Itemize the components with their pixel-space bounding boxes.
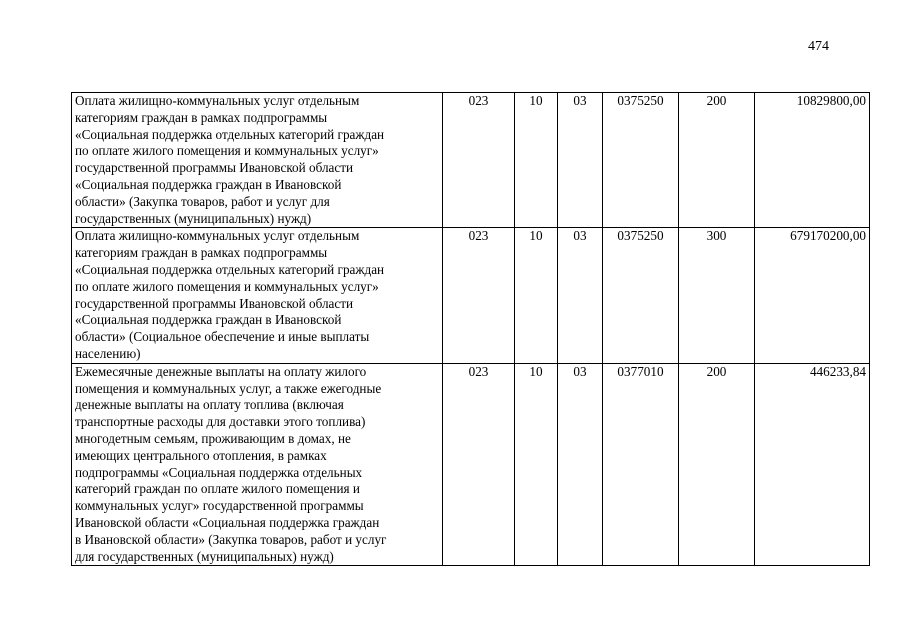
amount-cell: 10829800,00 (755, 93, 870, 228)
expense-name-line: для государственных (муниципальных) нужд) (75, 548, 334, 564)
expense-name-line: подпрограммы «Социальная поддержка отдельных (75, 464, 363, 480)
subsection-code-cell: 03 (558, 363, 603, 566)
expense-name-line: области» (Социальное обеспечение и иные выплаты (75, 329, 370, 345)
expense-name-line: Ежемесячные денежные выплаты на оплату жилого (75, 363, 367, 379)
expense-name-line: «Социальная поддержка граждан в Ивановской (75, 176, 342, 192)
expense-name-line: имеющих центрального отопления, в рамках (75, 447, 327, 463)
expense-type-cell: 300 (679, 228, 755, 363)
expense-name-line: «Социальная поддержка граждан в Ивановской (75, 312, 342, 328)
expense-name-line: категорий граждан по оплате жилого помещения и (75, 481, 360, 497)
expense-name-line: транспортные расходы для доставки этого топлива) (75, 414, 366, 430)
expense-name-cell (72, 93, 443, 228)
expense-name-line: государственной программы Ивановской области (75, 295, 354, 311)
section-code-cell: 10 (515, 228, 558, 363)
expense-name-line: Оплата жилищно-коммунальных услуг отдельным (75, 228, 360, 244)
expense-name-line: «Социальная поддержка отдельных категорий граждан (75, 126, 385, 142)
expense-name-cell (72, 228, 443, 363)
target-article-cell: 0377010 (603, 363, 679, 566)
section-code-cell: 10 (515, 93, 558, 228)
subsection-code-cell: 03 (558, 93, 603, 228)
ministry-code-cell: 023 (443, 228, 515, 363)
page-number: 474 (808, 39, 829, 54)
expense-name-line: населению) (75, 345, 141, 361)
expense-name-line: помещения и коммунальных услуг, а также ежегодные (75, 380, 382, 396)
ministry-code-cell: 023 (443, 93, 515, 228)
expense-type-cell: 200 (679, 93, 755, 228)
section-code-cell: 10 (515, 363, 558, 566)
expense-type-cell: 200 (679, 363, 755, 566)
target-article-cell: 0375250 (603, 93, 679, 228)
ministry-code-cell: 023 (443, 363, 515, 566)
subsection-code-cell: 03 (558, 228, 603, 363)
table-body (72, 93, 870, 566)
expense-name-line: категориям граждан в рамках подпрограммы (75, 109, 328, 125)
expense-name-line: в Ивановской области» (Закупка товаров, работ и услуг (75, 531, 387, 547)
table-row (72, 228, 870, 363)
expense-name-cell (72, 363, 443, 566)
expense-name-line: денежные выплаты на оплату топлива (включая (75, 397, 344, 413)
expense-name-line: категориям граждан в рамках подпрограммы (75, 245, 328, 261)
expense-name-line: по оплате жилого помещения и коммунальных услуг» (75, 278, 379, 294)
expense-name-line: Оплата жилищно-коммунальных услуг отдельным (75, 93, 360, 108)
expense-name-line: коммунальных услуг» государственной программы (75, 498, 364, 514)
expense-name-line: государственной программы Ивановской области (75, 160, 354, 176)
expense-name-line: «Социальная поддержка отдельных категорий граждан (75, 261, 385, 277)
amount-cell: 446233,84 (755, 363, 870, 566)
amount-cell: 679170200,00 (755, 228, 870, 363)
table-row (72, 93, 870, 228)
expense-name-line: по оплате жилого помещения и коммунальных услуг» (75, 143, 379, 159)
budget-table (71, 92, 870, 566)
expense-name-line: многодетным семьям, проживающим в домах, не (75, 430, 351, 446)
expense-name-line: области» (Закупка товаров, работ и услуг для (75, 193, 330, 209)
expense-name-line: государственных (муниципальных) нужд) (75, 210, 312, 226)
expense-name-line: Ивановской области «Социальная поддержка граждан (75, 514, 380, 530)
target-article-cell: 0375250 (603, 228, 679, 363)
table-row (72, 363, 870, 566)
